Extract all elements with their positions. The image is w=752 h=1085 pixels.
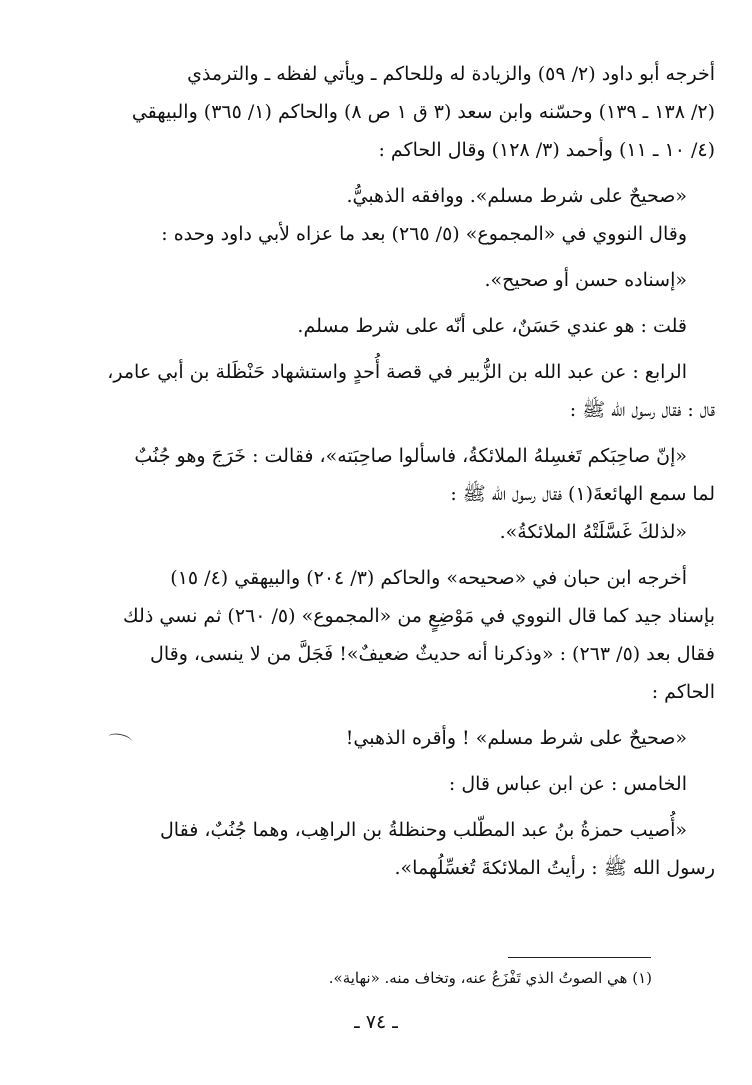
text-line: أخرجه ابن حبان في «صحيحه» والحاكم (٣/ ٢٠٤) والبيهقي (٤/ ١٥)	[170, 567, 687, 589]
footnote-divider	[508, 957, 651, 958]
text-line: قلت : هو عندي حَسَنٌ، على أنّه على شرط مسلم.	[297, 315, 687, 337]
text-line: «أُصيب حمزةُ بنُ عبد المطّلب وحنظلةُ بن الراهِب، وهما جُنُبٌ، فقال	[160, 819, 687, 841]
text-line: «لذلكَ غَسَّلَتْهُ الملائكةُ».	[499, 521, 687, 543]
text-line: الخامس : عن ابن عباس قال :	[448, 773, 687, 795]
text-line: (٤/ ١٠ ـ ١١) وأحمد (٣/ ١٢٨) وقال الحاكم :	[378, 139, 715, 161]
text-line: الحاكم :	[651, 681, 715, 703]
paragraph	[40, 559, 715, 711]
footnote: (١) هي الصوتُ الذي تَفْزَعُ عنه، وتخاف منه. «نهاية».	[328, 969, 652, 987]
paragraph	[40, 353, 715, 429]
page-body	[40, 55, 715, 895]
text-line: «صحيحٌ على شرط مسلم» ! وأقره الذهبي!	[345, 727, 687, 749]
paragraph	[40, 307, 715, 345]
text-line: الرابع : عن عبد الله بن الزُّبير في قصة أُحدٍ واستشهاد حَنْظَلة بن أبي عامر،	[107, 361, 687, 383]
paragraph	[40, 261, 715, 299]
paragraph	[40, 765, 715, 803]
text-line: قال : فقال رسول الله ﷺ :	[569, 399, 715, 421]
text-line: وقال النووي في «المجموع» (٥/ ٢٦٥) بعد ما عزاه لأبي داود وحده :	[161, 223, 687, 245]
page-number: ـ ٧٤ ـ	[354, 1011, 398, 1033]
text-line: (٢/ ١٣٨ ـ ١٣٩) وحسّنه وابن سعد (٣ ق ١ ص ٨) والحاكم (١/ ٣٦٥) والبيهقي	[131, 101, 715, 123]
text-line: بإسناد جيد كما قال النووي في مَوْضِعٍ من «المجموع» (٥/ ٢٦٠) ثم نسي ذلك	[123, 605, 715, 627]
text-line: لما سمع الهائعةَ(١) فقال رسول الله ﷺ :	[450, 483, 715, 505]
text-line: «إسناده حسن أو صحيح».	[484, 269, 687, 291]
text-line: أخرجه أبو داود (٢/ ٥٩) والزيادة له وللحاكم ـ ويأتي لفظه ـ والترمذي	[187, 63, 715, 85]
text-line: رسول الله ﷺ : رأيتُ الملائكةَ تُغسِّلُهما».	[394, 857, 715, 879]
text-line: «إنّ صاحِبَكم تَغسِلهُ الملائكةُ، فاسألوا صاحِبَته»، فقالت : خَرَجَ وهو جُنُبٌ	[134, 445, 687, 467]
paragraph	[40, 177, 715, 253]
text-line: فقال بعد (٥/ ٢٦٣) : «وذكرنا أنه حديثٌ ضعيفٌ»! فَجَلَّ من لا ينسى، وقال	[150, 643, 715, 665]
paragraph	[40, 437, 715, 551]
text-line: «صحيحٌ على شرط مسلم». ووافقه الذهبيُّ.	[346, 185, 687, 207]
paragraph	[40, 719, 715, 757]
paragraph	[40, 811, 715, 887]
paragraph	[40, 55, 715, 169]
